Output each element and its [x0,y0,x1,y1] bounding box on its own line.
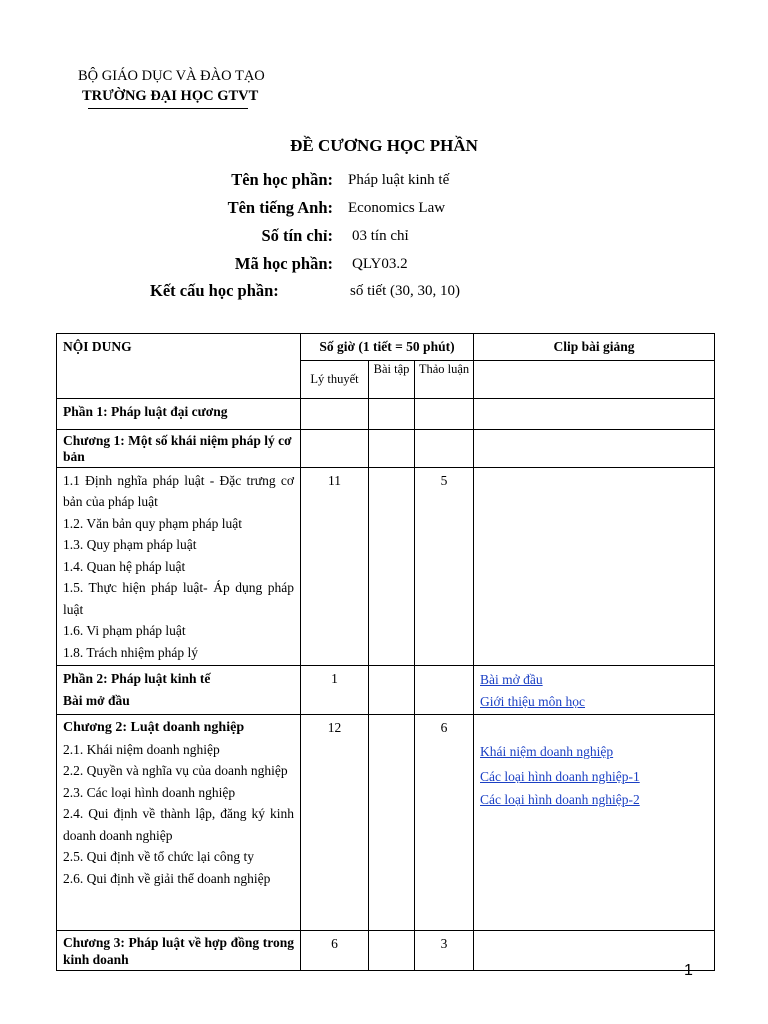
clip-links [474,666,715,715]
table-row [57,931,715,971]
discussion-hours: 5 [415,467,474,666]
list-item: 1.8. Trách nhiệm pháp lý [63,644,198,660]
theory-hours: 11 [301,467,369,666]
chapter-title: Chương 1: Một số khái niệm pháp lý cơ bản [57,429,301,467]
exercise-hours [369,931,415,971]
english-name-label: Tên tiếng Anh: [227,198,333,217]
part-2-title [57,666,301,715]
syllabus-table [56,333,715,971]
clip-link-course-intro[interactable]: Giới thiệu môn học [480,693,586,709]
table-row [57,715,715,931]
table-header-row [57,334,715,361]
table-row [57,666,715,715]
list-item: 1.2. Văn bản quy phạm pháp luật [63,515,242,531]
table-row [57,398,715,429]
header-theory: Lý thuyết [301,360,369,398]
credits-label: Số tín chỉ: [261,226,333,245]
section-title: Bài mở đầu [63,692,130,708]
chapter-1-content [57,467,301,666]
exercise-hours [369,467,415,666]
ministry-name: BỘ GIÁO DỤC VÀ ĐÀO TẠO [78,68,265,84]
discussion-hours [415,666,474,715]
header-clip: Clip bài giảng [474,334,715,361]
course-code-value: QLY03.2 [352,256,408,272]
discussion-hours: 6 [415,715,474,931]
list-item: 2.5. Qui định về tổ chức lại công ty [63,849,255,864]
list-item: 2.4. Qui định về thành lập, đăng ký kinh doanh doanh nghiệp [63,806,294,843]
clip-links [474,715,715,931]
structure-value: số tiết (30, 30, 10) [350,283,460,299]
table-row [57,429,715,467]
list-item: 1.4. Quan hệ pháp luật [63,558,186,574]
university-name: TRƯỜNG ĐẠI HỌC GTVT [82,88,259,104]
exercise-hours [369,666,415,715]
structure-label: Kết cấu học phần: [150,281,279,300]
header-hours: Số giờ (1 tiết = 50 phút) [301,334,474,361]
list-item: 2.6. Qui định về giải thể doanh nghiệp [63,870,271,886]
list-item: 2.1. Khái niệm doanh nghiệp [63,741,220,757]
list-item: 1.6. Vi phạm pháp luật [63,623,186,638]
header-content: NỘI DUNG [57,334,301,399]
page-number: 1 [684,962,693,979]
english-name-value: Economics Law [348,200,446,216]
header-underline [88,108,248,109]
theory-hours: 1 [301,666,369,715]
discussion-hours: 3 [415,931,474,971]
theory-hours: 12 [301,715,369,931]
clip-link-enterprise-types-2[interactable]: Các loại hình doanh nghiệp-2 [480,792,640,807]
document-title: ĐỀ CƯƠNG HỌC PHẦN [290,136,478,155]
list-item: 1.3. Quy phạm pháp luật [63,537,197,552]
list-item: 1.5. Thực hiện pháp luật- Áp dụng pháp luật [63,580,294,617]
clip-link-enterprise-concept[interactable]: Khái niệm doanh nghiệp [480,744,614,759]
exercise-hours [369,715,415,931]
part-title: Phần 1: Pháp luật đại cương [57,398,301,429]
table-row [57,467,715,666]
part-title: Phần 2: Pháp luật kinh tế [63,671,211,686]
course-name-label: Tên học phần: [231,170,333,189]
chapter-2-content [57,715,301,931]
chapter-title: Chương 2: Luật doanh nghiệp [63,720,245,735]
course-name-value: Pháp luật kinh tế [348,172,450,188]
course-code-label: Mã học phần: [234,254,333,273]
header-exercise: Bài tập [369,360,415,398]
list-item: 2.3. Các loại hình doanh nghiệp [63,784,236,800]
chapter-title: Chương 3: Pháp luật về hợp đồng trong kinh doanh [63,935,294,967]
list-item: 1.1 Định nghĩa pháp luật - Đặc trưng cơ bản của pháp luật [63,472,294,509]
chapter-3-title-cell [57,931,301,971]
header-discussion: Thảo luận [415,360,474,398]
credits-value: 03 tín chỉ [352,228,409,244]
clip-link-intro[interactable]: Bài mở đầu [480,672,543,687]
clip-link-enterprise-types-1[interactable]: Các loại hình doanh nghiệp-1 [480,768,640,784]
list-item: 2.2. Quyền và nghĩa vụ của doanh nghiệp [63,763,288,778]
theory-hours: 6 [301,931,369,971]
